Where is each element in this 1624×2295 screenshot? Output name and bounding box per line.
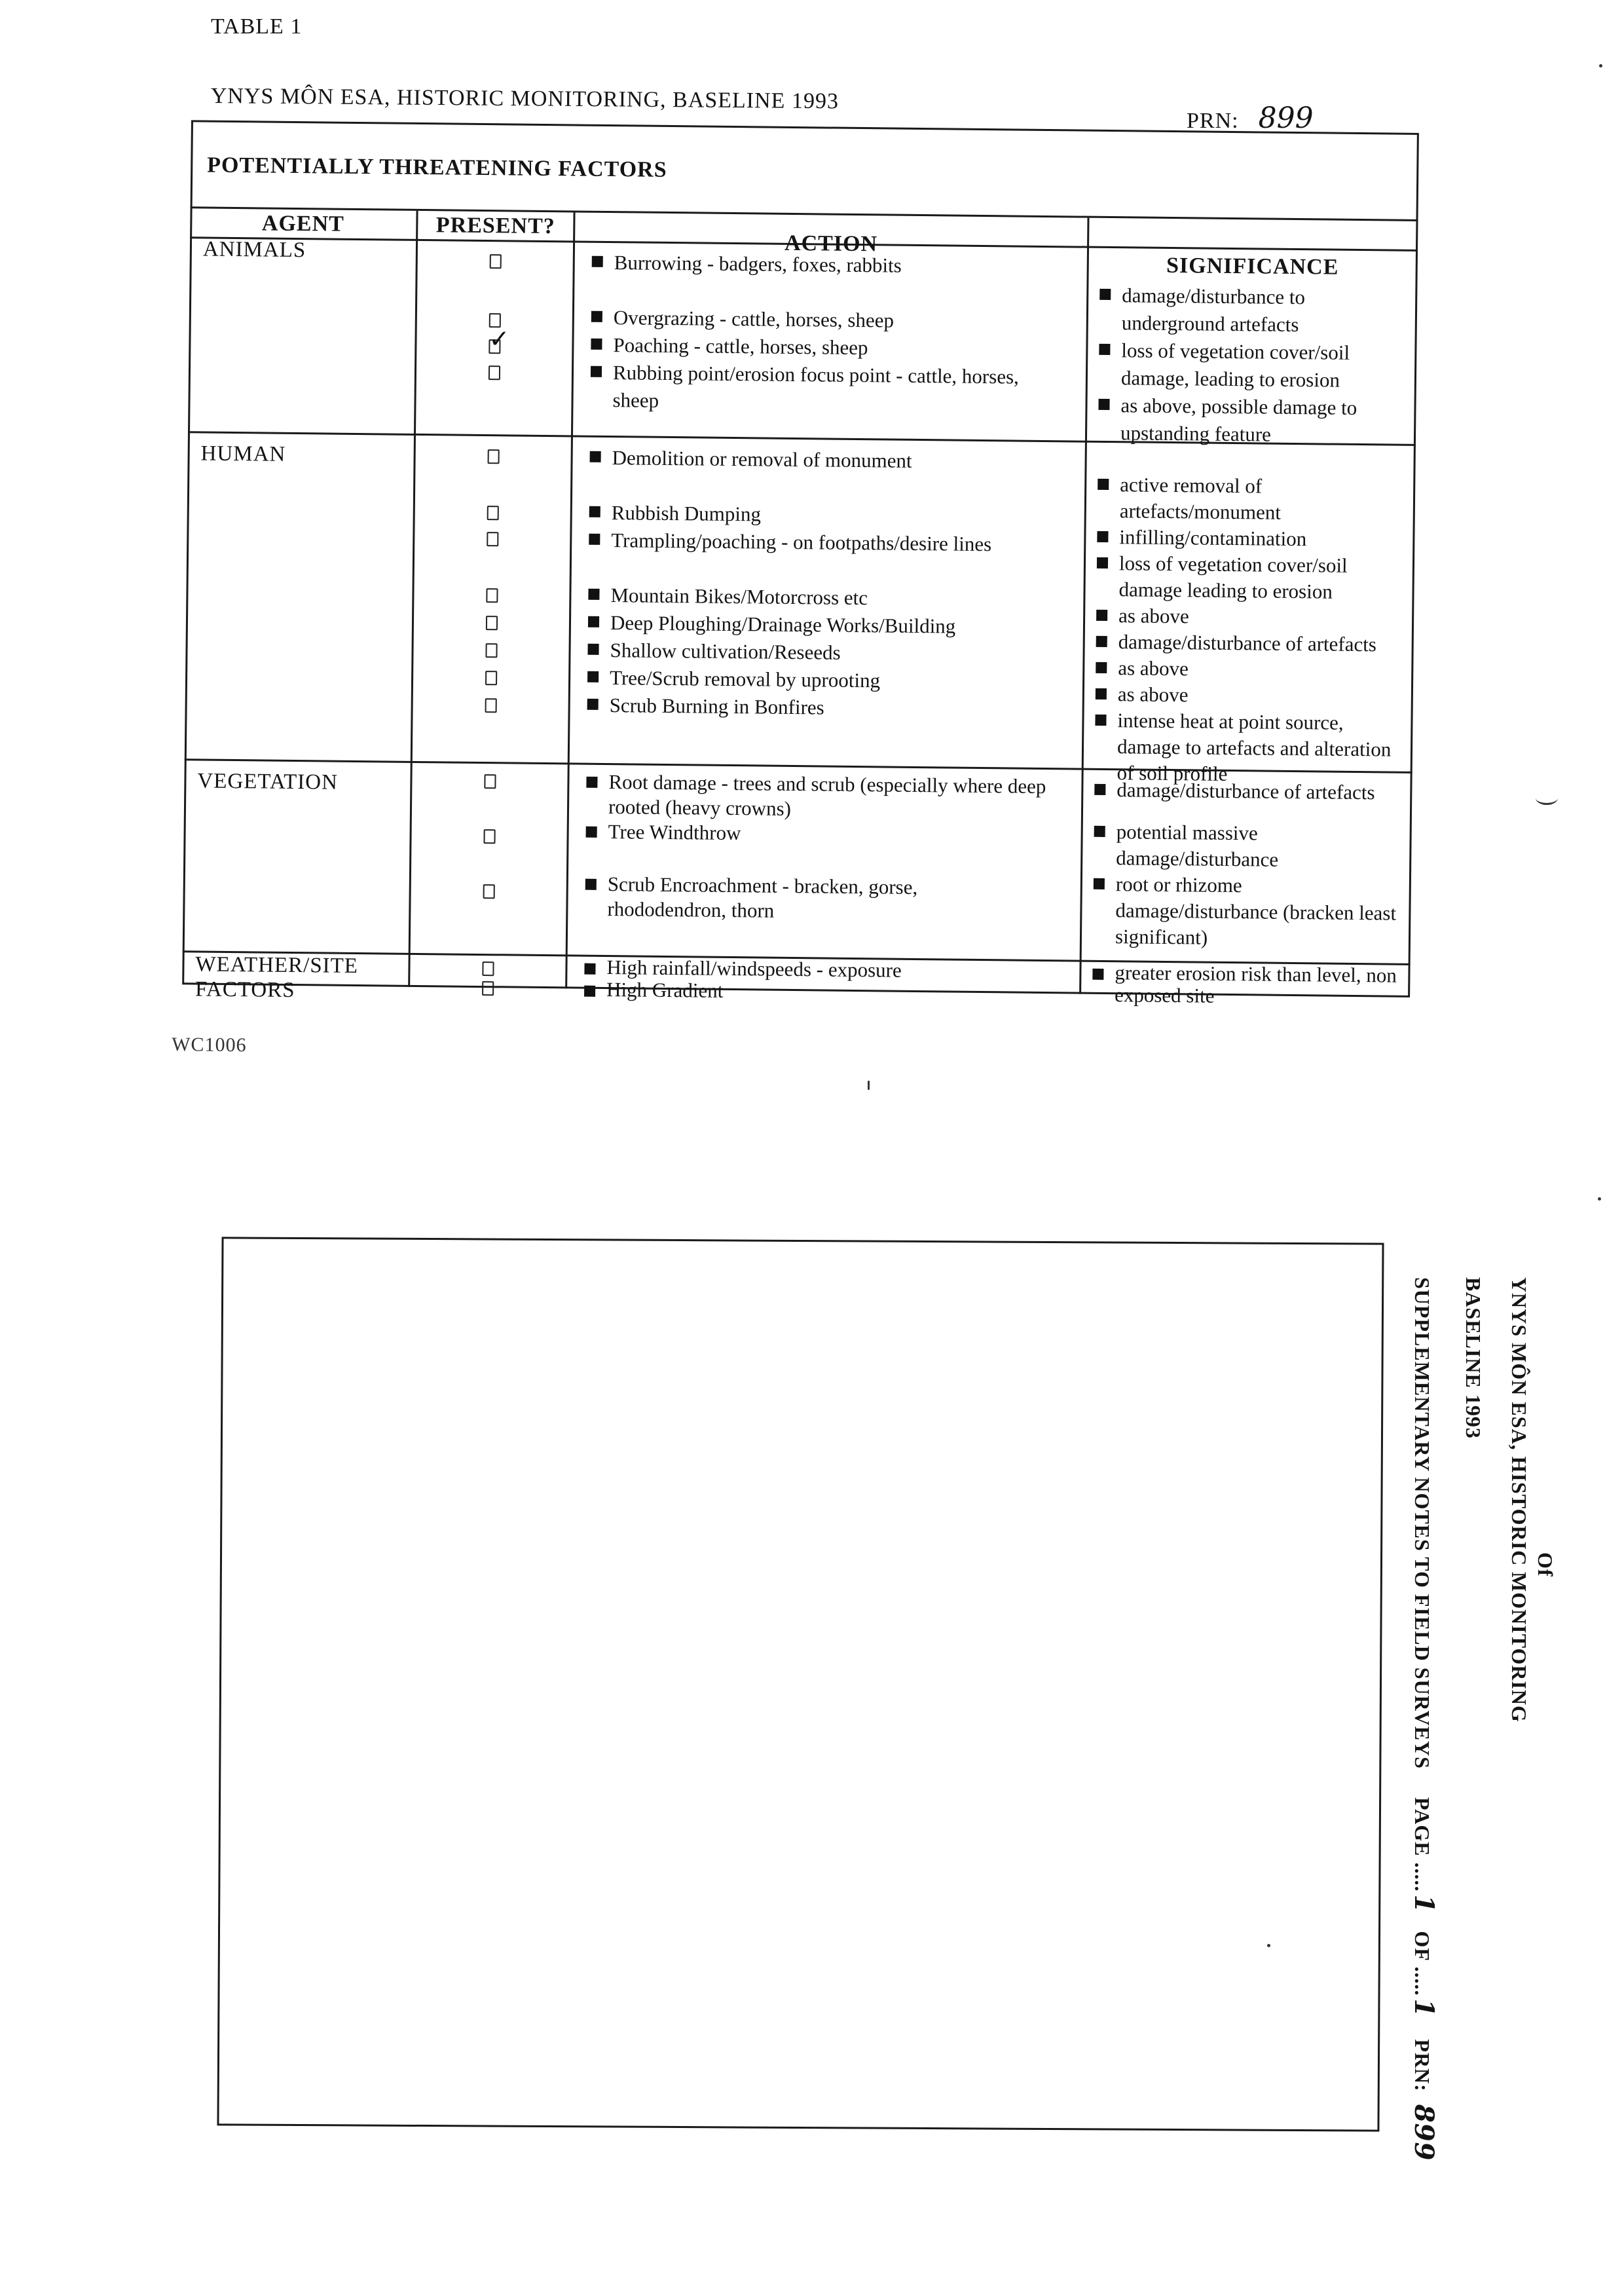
action-item: Rubbing point/erosion focus point - cattle, horses, sheep [589, 359, 1039, 419]
scan-mark [1536, 791, 1558, 805]
present-checkbox-burrowing[interactable] [490, 254, 502, 269]
column-header-significance: SIGNIFICANCE [1166, 253, 1339, 280]
significance-item: loss of vegetation cover/soil damage, leading to erosion [1098, 337, 1406, 395]
present-checkbox-root-damage[interactable] [484, 774, 496, 789]
scan-speck [868, 1081, 870, 1090]
significance-item: damage/disturbance to underground artefacts [1098, 282, 1407, 340]
present-checkbox-mountain-bikes[interactable] [486, 588, 498, 603]
action-item: Overgrazing - cattle, horses, sheep [590, 304, 1075, 337]
actions-vegetation [583, 770, 1069, 927]
form-title: POTENTIALLY THREATENING FACTORS [207, 153, 667, 182]
significance-item: root or rhizome damage/disturbance (bracken least significant) [1092, 871, 1404, 953]
present-checkbox-poaching[interactable] [489, 339, 500, 354]
action-item: Tree/Scrub removal by uprooting [586, 664, 1071, 697]
action-item: Mountain Bikes/Motorcross etc [587, 582, 1071, 614]
action-item: Deep Ploughing/Drainage Works/Building [587, 609, 1071, 642]
action-item: Tree Windthrow [584, 819, 1069, 849]
action-item: Poaching - cattle, horses, sheep [589, 331, 1074, 364]
agent-vegetation: VEGETATION [197, 769, 339, 794]
present-checkbox-scrub-burning[interactable] [485, 698, 497, 713]
agent-animals: ANIMALS [202, 237, 306, 263]
prn-field [1187, 102, 1314, 135]
scan-speck [1599, 64, 1602, 67]
action-item: Trampling/poaching - on footpaths/desire lines [587, 527, 1072, 559]
significance-animals [1097, 282, 1407, 450]
actions-animals [589, 249, 1075, 419]
significance-item: active removal of artefacts/monument [1096, 472, 1337, 527]
significance-item: damage/disturbance of artefacts [1093, 777, 1401, 806]
document-title: YNYS MÔN ESA, HISTORIC MONITORING, BASELINE 1993 [210, 84, 840, 114]
of-handwritten-value: 1 [1409, 1998, 1439, 2018]
present-checkbox-tree-windthrow[interactable] [483, 829, 495, 844]
action-item: Root damage - trees and scrub (especially where deep rooted (heavy crowns) [585, 770, 1080, 825]
column-header-agent: AGENT [261, 211, 344, 236]
present-checkbox-scrub-encroachment[interactable] [483, 884, 495, 899]
notes-stamp: Of [1534, 1552, 1557, 1577]
agent-human: HUMAN [200, 441, 286, 466]
significance-item: potential massive damage/disturbance [1092, 819, 1313, 874]
significance-item: as above [1094, 681, 1402, 711]
scan-speck [1598, 1197, 1601, 1201]
action-item: Burrowing - badgers, foxes, rabbits [591, 249, 1075, 282]
notes-title: YNYS MÔN ESA, HISTORIC MONITORING [1507, 1277, 1531, 1723]
actions-human [585, 444, 1073, 724]
significance-item: as above [1095, 603, 1403, 632]
prn-handwritten-value: 899 [1258, 102, 1314, 135]
significance-weather [1091, 961, 1399, 1009]
notes-baseline: BASELINE 1993 [1462, 1277, 1485, 1439]
present-checkbox-deep-ploughing[interactable] [486, 616, 498, 630]
notes-prn-handwritten-value: 899 [1409, 2104, 1439, 2161]
action-item: Shallow cultivation/Reseeds [586, 637, 1071, 669]
significance-item: intense heat at point source, damage to artefacts and alteration of soil profile [1093, 707, 1405, 789]
threatening-factors-form [162, 120, 1422, 1056]
notes-subtitle-text: SUPPLEMENTARY NOTES TO FIELD SURVEYS [1411, 1277, 1434, 1769]
present-checkbox-demolition[interactable] [488, 449, 500, 464]
actions-weather [583, 956, 1068, 1006]
column-header-action: ACTION [784, 231, 878, 257]
supplementary-notes-box[interactable] [217, 1237, 1384, 2131]
column-header-present: PRESENT? [435, 213, 555, 239]
notes-subtitle [1409, 1277, 1439, 2161]
significance-item: damage/disturbance of artefacts [1095, 629, 1403, 658]
present-checkbox-high-rainfall[interactable] [482, 961, 494, 976]
action-item: Scrub Burning in Bonfires [585, 692, 1070, 724]
action-item: Scrub Encroachment - bracken, gorse, rhododendron, thorn [583, 872, 994, 926]
present-checkbox-rubbing-point[interactable] [489, 365, 500, 380]
present-checkbox-shallow-cultivation[interactable] [485, 643, 497, 658]
action-item: Demolition or removal of monument [588, 444, 1073, 477]
significance-vegetation [1092, 777, 1401, 953]
significance-item: greater erosion risk than level, non exposed site [1091, 961, 1399, 1009]
significance-item: loss of vegetation cover/soil damage leading to erosion [1095, 550, 1407, 606]
significance-item: as above [1094, 655, 1402, 684]
present-checkbox-high-gradient[interactable] [482, 981, 494, 996]
prn-label: PRN: [1187, 109, 1239, 133]
action-item: High rainfall/windspeeds - exposure [583, 956, 1067, 984]
significance-item: infilling/contamination [1096, 524, 1403, 553]
page-label: PAGE ..... [1411, 1797, 1434, 1892]
significance-item: as above, possible damage to upstanding feature [1097, 392, 1405, 450]
present-checkbox-trampling[interactable] [487, 532, 498, 546]
action-item: Rubbish Dumping [588, 499, 1073, 532]
form-code: WC1006 [172, 1034, 247, 1056]
action-item: High Gradient [583, 979, 1067, 1006]
agent-weather-site-factors: WEATHER/SITE FACTORS [194, 952, 359, 1003]
notes-header-rotated [1407, 1277, 1557, 2194]
table-label: TABLE 1 [211, 14, 303, 39]
present-checkbox-tree-scrub-removal[interactable] [485, 671, 497, 685]
significance-human [1093, 472, 1404, 789]
page-handwritten-value: 1 [1409, 1894, 1439, 1914]
of-label: OF ..... [1411, 1931, 1434, 1996]
notes-prn-label: PRN: [1411, 2039, 1434, 2092]
present-checkbox-rubbish-dumping[interactable] [487, 506, 499, 520]
